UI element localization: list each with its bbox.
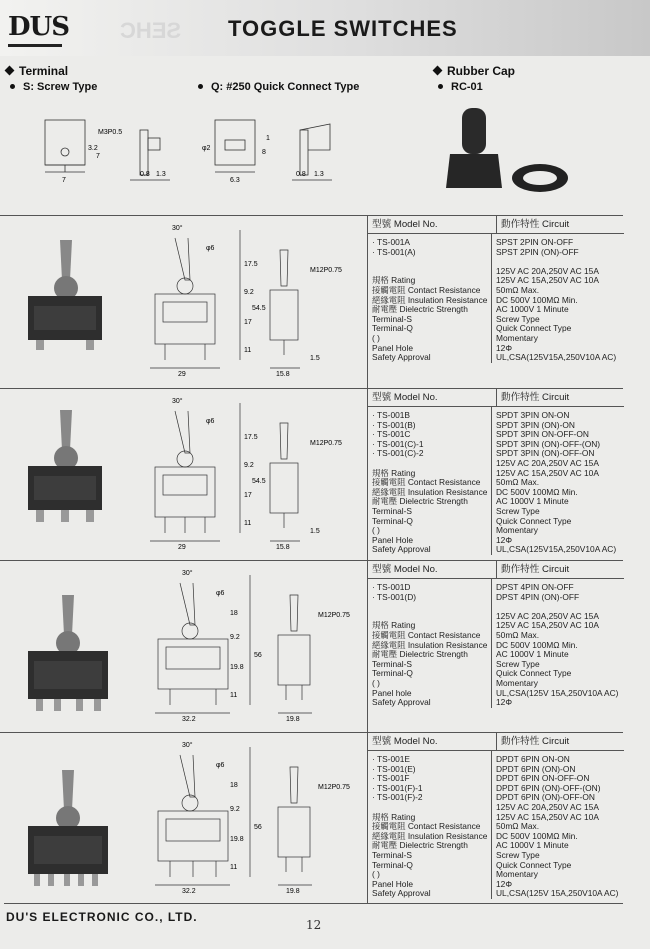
- dim-m12: M12P0.75: [318, 784, 350, 791]
- model-number: · TS-001B: [372, 411, 411, 420]
- page-number: 12: [306, 918, 322, 932]
- page-title: TOGGLE SWITCHES: [228, 16, 458, 41]
- spec-value: 125V AC 20A,250V AC 15A: [496, 266, 599, 276]
- model-number: · TS-001(B): [372, 420, 416, 430]
- spec-value: 125V AC 15A,250V AC 10A: [496, 621, 599, 631]
- spec-table-3: [367, 561, 624, 732]
- spec-label: ( ): [372, 333, 380, 343]
- spec-value: 125V AC 20A,250V AC 15A: [496, 611, 599, 621]
- spec-value: 50mΩ Max.: [496, 285, 540, 295]
- spec-left-column: [368, 751, 492, 899]
- spec-value: UL,CSA(125V 15A,250V10A AC): [496, 889, 619, 899]
- dim-angle: 30°: [172, 225, 183, 232]
- circuit-value: SPDT 3PIN (ON)-OFF-ON: [496, 449, 595, 459]
- dim-9-2: 9.2: [230, 634, 240, 641]
- dot-bullet-icon: [198, 84, 203, 89]
- spec-value: UL,CSA(125V15A,250V10A AC): [496, 353, 617, 363]
- spec-label: Panel Hole: [372, 535, 413, 545]
- spec-value: Screw Type: [496, 850, 540, 860]
- spec-value: Screw Type: [496, 314, 540, 324]
- circuit-value: SPDT 3PIN (ON)-ON: [496, 420, 575, 430]
- spec-value: 12Φ: [496, 535, 512, 545]
- spec-label: ( ): [372, 526, 380, 536]
- dim-11: 11: [230, 692, 238, 699]
- dim-56: 56: [254, 652, 262, 659]
- spec-label: 接觸電阻 Contact Resistance: [372, 285, 481, 295]
- model-number: · TS-001E: [372, 755, 411, 764]
- circuit-value: DPDT 6PIN (ON)-ON: [496, 764, 576, 774]
- dim-32-2: 32.2: [182, 716, 196, 723]
- spec-label: 耐電壓 Dielectric Strength: [372, 305, 468, 315]
- spec-label: 耐電壓 Dielectric Strength: [372, 497, 468, 507]
- model-number: · TS-001D: [372, 583, 411, 592]
- switch-photo-dpst: [20, 585, 110, 715]
- dim-m12: M12P0.75: [310, 440, 342, 447]
- spec-right-column: [492, 407, 624, 555]
- circuit-value: SPST 2PIN ON-OFF: [496, 238, 574, 247]
- circuit-header: 動作特性 Circuit: [501, 392, 570, 403]
- spec-label: Terminal-Q: [372, 669, 413, 679]
- spec-value: Momentary: [496, 870, 538, 880]
- spec-label: Terminal-Q: [372, 324, 413, 334]
- quick-connect-label: Q: #250 Quick Connect Type: [198, 81, 359, 93]
- dim-9-2: 9.2: [230, 806, 240, 813]
- spec-label: 耐電壓 Dielectric Strength: [372, 650, 468, 660]
- spec-value: 12Φ: [496, 879, 512, 889]
- dim-angle: 30°: [182, 570, 193, 577]
- diamond-bullet-icon: [5, 66, 15, 76]
- dot-bullet-icon: [438, 84, 443, 89]
- page-header: [0, 0, 650, 56]
- dim-0-8a: 0.8: [140, 171, 150, 178]
- dim-19-8: 19.8: [230, 836, 244, 843]
- spec-value: Momentary: [496, 333, 538, 343]
- spec-label: Terminal-S: [372, 314, 413, 324]
- spec-value: 125V AC 15A,250V AC 10A: [496, 276, 599, 286]
- spec-value: AC 1000V 1 Minute: [496, 650, 569, 660]
- spec-value: 50mΩ Max.: [496, 822, 540, 832]
- model-header: 型號 Model No.: [368, 733, 497, 750]
- dim-m12: M12P0.75: [310, 267, 342, 274]
- spec-value: 12Φ: [496, 698, 512, 708]
- dim-m3: M3P0.5: [98, 129, 123, 136]
- model-number: · TS-001(D): [372, 592, 417, 602]
- dim-7a: 7: [62, 177, 66, 184]
- dim-phi6: φ6: [206, 245, 215, 252]
- drawing-row-2: [130, 393, 365, 553]
- dim-8: 8: [262, 149, 266, 156]
- spec-label: 規格 Rating: [372, 621, 416, 631]
- dim-phi6: φ6: [206, 418, 215, 425]
- dim-18: 18: [230, 610, 238, 617]
- dim-angle: 30°: [182, 742, 193, 749]
- circuit-value: DPST 4PIN (ON)-OFF: [496, 592, 580, 602]
- spec-label: 耐電壓 Dielectric Strength: [372, 841, 468, 851]
- dim-19-8: 19.8: [230, 664, 244, 671]
- dim-54-5: 54.5: [252, 478, 266, 485]
- dim-17-5: 17.5: [244, 261, 258, 268]
- circuit-header: 動作特性 Circuit: [501, 564, 570, 575]
- spec-value: Momentary: [496, 678, 538, 688]
- spec-value: 125V AC 20A,250V AC 15A: [496, 458, 599, 468]
- circuit-value: DPDT 6PIN (ON)-OFF-(ON): [496, 783, 601, 793]
- rubber-cap-drawing: [440, 100, 590, 200]
- dim-1-3a: 1.3: [156, 171, 166, 178]
- dim-18: 18: [230, 782, 238, 789]
- spec-table-1: [367, 216, 624, 388]
- dim-15-8: 15.8: [276, 544, 290, 551]
- spec-value: Screw Type: [496, 659, 540, 669]
- spec-value: Quick Connect Type: [496, 516, 572, 526]
- company-logo: DUS: [8, 12, 69, 42]
- terminal-drawings: [30, 110, 350, 200]
- spec-table-2: [367, 389, 624, 560]
- spec-label: Safety Approval: [372, 889, 431, 899]
- spec-label: Panel hole: [372, 688, 412, 698]
- dim-0-8b: 0.8: [296, 171, 306, 178]
- spec-value: 50mΩ Max.: [496, 478, 540, 488]
- rubber-cap-code: RC-01: [438, 81, 483, 93]
- model-number: · TS-001A: [372, 238, 411, 247]
- spec-label: Panel Hole: [372, 343, 413, 353]
- drawing-row-3: [130, 565, 365, 725]
- spec-value: AC 1000V 1 Minute: [496, 497, 569, 507]
- model-header: 型號 Model No.: [368, 561, 497, 578]
- spec-label: Terminal-Q: [372, 516, 413, 526]
- logo-underline: [8, 44, 62, 47]
- model-number: · TS-001F: [372, 774, 410, 784]
- dim-11: 11: [244, 520, 252, 527]
- dot-bullet-icon: [10, 84, 15, 89]
- drawing-row-4: [130, 737, 365, 897]
- spec-label: Terminal-S: [372, 506, 413, 516]
- spec-left-column: [368, 579, 492, 708]
- circuit-value: DPDT 6PIN (ON)-OFF-ON: [496, 793, 595, 803]
- circuit-value: DPST 4PIN ON-OFF: [496, 583, 574, 592]
- model-number: · TS-001(C)-1: [372, 439, 424, 449]
- spec-value: 50mΩ Max.: [496, 630, 540, 640]
- dim-17: 17: [244, 319, 252, 326]
- dim-29: 29: [178, 544, 186, 551]
- spec-left-column: [368, 407, 492, 555]
- dim-17: 17: [244, 492, 252, 499]
- spec-label: 規格 Rating: [372, 812, 416, 822]
- diamond-bullet-icon: [433, 66, 443, 76]
- spec-value: Quick Connect Type: [496, 669, 572, 679]
- spec-label: 絕緣電阻 Insulation Resistance: [372, 831, 488, 841]
- spec-value: Quick Connect Type: [496, 860, 572, 870]
- dim-56: 56: [254, 824, 262, 831]
- spec-label: 絕緣電阻 Insulation Resistance: [372, 295, 488, 305]
- model-number: · TS-001(F)-1: [372, 783, 423, 793]
- dim-17-5: 17.5: [244, 434, 258, 441]
- spec-label: 絕緣電阻 Insulation Resistance: [372, 487, 488, 497]
- spec-value: 125V AC 15A,250V AC 10A: [496, 812, 599, 822]
- spec-label: 接觸電阻 Contact Resistance: [372, 822, 481, 832]
- model-number: · TS-001(F)-2: [372, 793, 423, 803]
- spec-left-column: [368, 234, 492, 363]
- dim-19-8b: 19.8: [286, 716, 300, 723]
- dim-angle: 30°: [172, 398, 183, 405]
- circuit-header: 動作特性 Circuit: [501, 219, 570, 230]
- model-header: 型號 Model No.: [368, 216, 497, 233]
- spec-label: 接觸電阻 Contact Resistance: [372, 630, 481, 640]
- dim-1-5: 1.5: [310, 528, 320, 535]
- dim-11: 11: [244, 347, 252, 354]
- drawing-row-1: [130, 220, 365, 380]
- circuit-value: SPDT 3PIN ON-ON: [496, 411, 570, 420]
- spec-label: Panel Hole: [372, 879, 413, 889]
- spec-right-column: [492, 579, 624, 708]
- model-number: · TS-001(E): [372, 764, 416, 774]
- dim-11: 11: [230, 864, 238, 871]
- circuit-value: SPDT 3PIN (ON)-OFF-(ON): [496, 439, 601, 449]
- spec-label: Safety Approval: [372, 545, 431, 555]
- circuit-value: SPDT 3PIN ON-OFF-ON: [496, 430, 589, 440]
- circuit-value: DPDT 6PIN ON-OFF-ON: [496, 774, 590, 784]
- dim-32-2: 32.2: [182, 888, 196, 895]
- dim-9-2: 9.2: [244, 289, 254, 296]
- spec-label: 規格 Rating: [372, 276, 416, 286]
- spec-value: DC 500V 100MΩ Min.: [496, 487, 578, 497]
- dim-1-3b: 1.3: [314, 171, 324, 178]
- spec-value: AC 1000V 1 Minute: [496, 841, 569, 851]
- spec-label: ( ): [372, 678, 380, 688]
- rubber-cap-heading: Rubber Cap: [434, 64, 515, 78]
- spec-label: 規格 Rating: [372, 468, 416, 478]
- circuit-value: SPST 2PIN (ON)-OFF: [496, 247, 579, 257]
- dim-54-5: 54.5: [252, 305, 266, 312]
- dim-m12: M12P0.75: [318, 612, 350, 619]
- switch-photo-spst: [20, 230, 110, 350]
- dim-1-5: 1.5: [310, 355, 320, 362]
- model-number: · TS-001(A): [372, 247, 416, 257]
- circuit-value: DPDT 6PIN ON-ON: [496, 755, 570, 764]
- spec-label: 接觸電阻 Contact Resistance: [372, 478, 481, 488]
- spec-value: DC 500V 100MΩ Min.: [496, 295, 578, 305]
- spec-label: Safety Approval: [372, 353, 431, 363]
- spec-value: Screw Type: [496, 506, 540, 516]
- terminal-heading: Terminal: [6, 64, 68, 78]
- spec-value: AC 1000V 1 Minute: [496, 305, 569, 315]
- circuit-header: 動作特性 Circuit: [501, 736, 570, 747]
- screw-type-label: S: Screw Type: [10, 81, 97, 93]
- spec-value: Quick Connect Type: [496, 324, 572, 334]
- bottom-rule: [4, 903, 623, 904]
- spec-right-column: [492, 234, 624, 363]
- dim-3-2: 3.2: [88, 145, 98, 152]
- dim-phi6: φ6: [216, 762, 225, 769]
- spec-table-4: [367, 733, 624, 903]
- model-number: · TS-001C: [372, 430, 411, 440]
- switch-photo-spdt: [20, 400, 110, 530]
- spec-value: 125V AC 15A,250V AC 10A: [496, 468, 599, 478]
- spec-value: UL,CSA(125V 15A,250V10A AC): [496, 688, 619, 698]
- spec-label: Terminal-S: [372, 850, 413, 860]
- spec-value: DC 500V 100MΩ Min.: [496, 640, 578, 650]
- spec-value: Momentary: [496, 526, 538, 536]
- dim-phi6: φ6: [216, 590, 225, 597]
- dim-7b: 7: [96, 153, 100, 160]
- spec-label: Safety Approval: [372, 698, 431, 708]
- dim-9-2: 9.2: [244, 462, 254, 469]
- spec-label: ( ): [372, 870, 380, 880]
- dim-15-8: 15.8: [276, 371, 290, 378]
- spec-label: Terminal-Q: [372, 860, 413, 870]
- switch-photo-dpdt: [20, 760, 110, 890]
- company-name: DU'S ELECTRONIC CO., LTD.: [6, 910, 198, 924]
- spec-label: Terminal-S: [372, 659, 413, 669]
- dim-29: 29: [178, 371, 186, 378]
- model-header: 型號 Model No.: [368, 389, 497, 406]
- spec-right-column: [492, 751, 624, 899]
- header-watermark: SEHC: [120, 18, 182, 43]
- dim-phi2: φ2: [202, 145, 211, 152]
- dim-1: 1: [266, 135, 270, 142]
- spec-value: DC 500V 100MΩ Min.: [496, 831, 578, 841]
- dim-19-8b: 19.8: [286, 888, 300, 895]
- spec-label: 絕緣電阻 Insulation Resistance: [372, 640, 488, 650]
- spec-value: UL,CSA(125V15A,250V10A AC): [496, 545, 617, 555]
- spec-value: 125V AC 20A,250V AC 15A: [496, 802, 599, 812]
- spec-value: 12Φ: [496, 343, 512, 353]
- dim-6-3: 6.3: [230, 177, 240, 184]
- model-number: · TS-001(C)-2: [372, 449, 424, 459]
